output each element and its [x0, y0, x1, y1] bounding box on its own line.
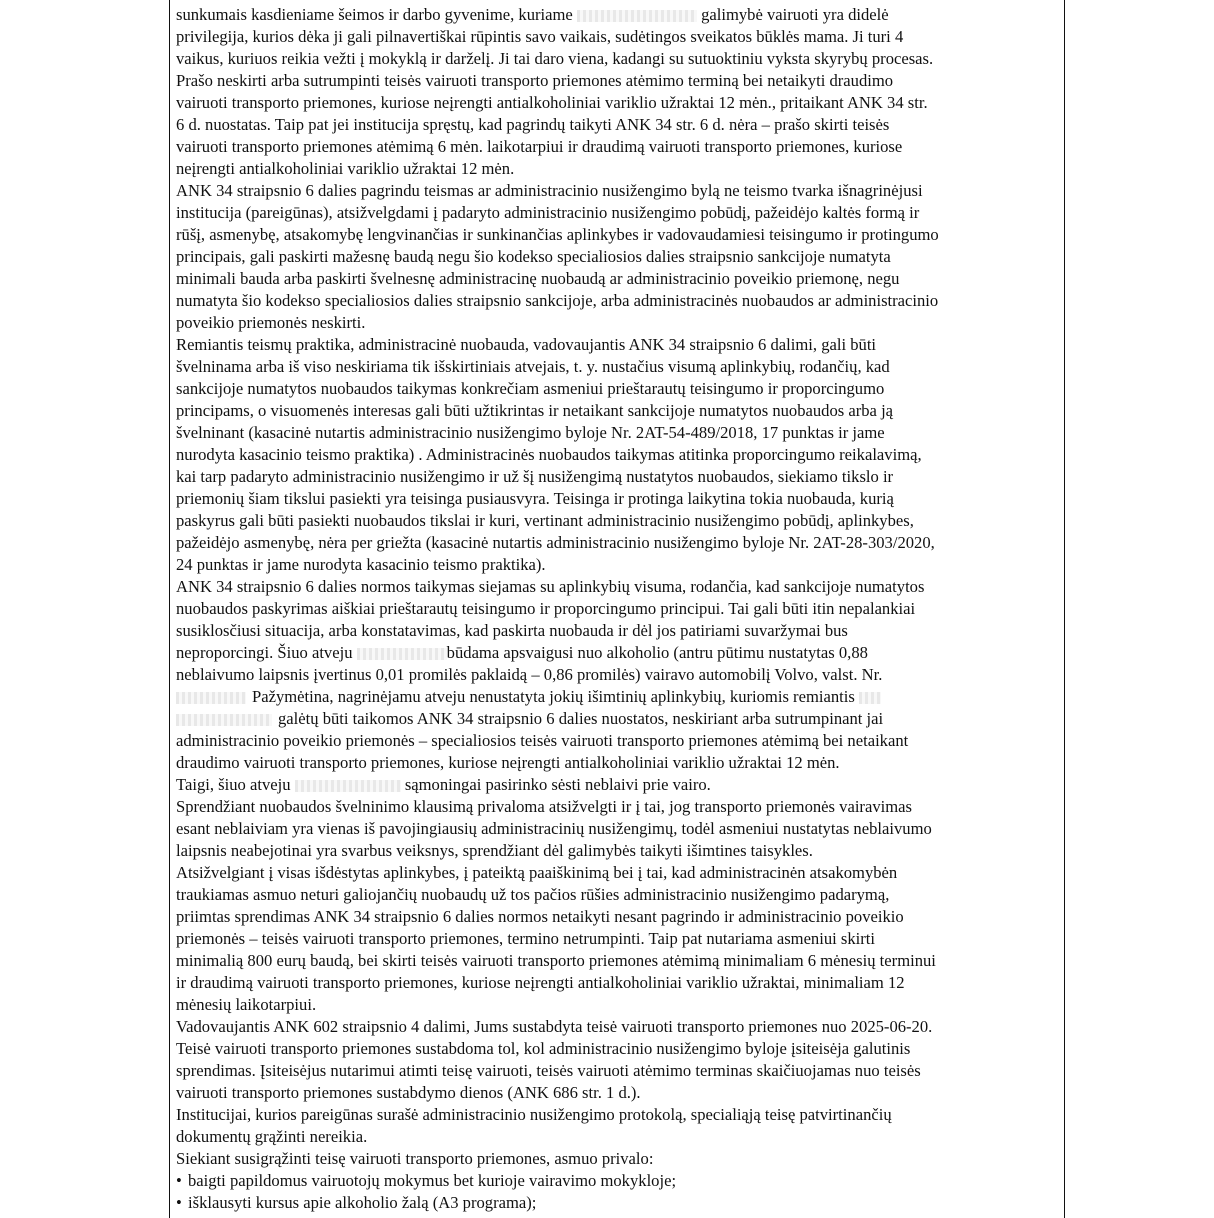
text-line: priemonės – teisės vairuoti transporto priemones, termino netrumpinti. Taip pat nutariama asmeniui skirti	[176, 929, 876, 948]
text-line: principams, o visuomenės interesas gali būti užtikrintas ir netaikant sankcijoje numatytos nuobaudos arba ją	[176, 401, 894, 420]
text-line: nuobaudos paskyrimas aiškiai prieštarautų teisingumo ir proporcingumo principui. Tai gali būti itin nepalankiai	[176, 599, 916, 618]
redacted-name	[295, 780, 401, 792]
text-line: būdama apsvaigusi nuo alkoholio (antru pūtimu nustatytas 0,88	[446, 643, 868, 662]
text-line: susiklosčiusi situacija, arba konstatavimas, kad paskirta nuobauda ir dėl jos patiriami suvaržymai bus	[176, 621, 848, 640]
list-item-text: išklausyti kursus apie alkoholio žalą (A3 programa);	[188, 1193, 537, 1212]
text-line: sprendimas. Įsiteisėjus nutarimui atimti teisę vairuoti, teisės vairuoti atėmimo terminas skaičiuojamas nuo teisės	[176, 1061, 921, 1080]
paragraph-applicant-circumstances	[176, 4, 1062, 180]
bullet-icon: •	[176, 1193, 182, 1212]
text-line: laipsnis neabejotinai yra svarbus veiksnys, sprendžiant dėl galimybės taikyti išimtines taisykles.	[176, 841, 813, 860]
text-line: nurodyta kasacinio teismo praktika) . Administracinės nuobaudos taikymas atitinka proporcingumo reikalavimą,	[176, 445, 922, 464]
text-line: sąmoningai pasirinko sėsti neblaivi prie vairo.	[404, 775, 711, 794]
text-line: Taigi, šiuo atveju	[176, 775, 291, 794]
text-line: sunkumais kasdieniame šeimos ir darbo gyvenime, kuriame	[176, 5, 573, 24]
text-line: 24 punktas ir jame nurodyta kasacinio teismo praktika).	[176, 555, 546, 574]
text-line: ANK 34 straipsnio 6 dalies normos taikymas siejamas su aplinkybių visuma, rodančia, kad sankcijoje numatytos	[176, 577, 925, 596]
paragraph-circumstances-assessment	[176, 576, 1062, 774]
redacted-name	[357, 648, 447, 660]
list-item-text: baigti papildomus vairuotojų mokymus bet kurioje vairavimo mokykloje;	[188, 1171, 677, 1190]
text-line: švelninama arba iš viso neskiriama tik išskirtiniais atvejais, t. y. nustačius visumą aplinkybių, rodančių, kad	[176, 357, 890, 376]
text-line: institucija (pareigūnas), atsižvelgdami į padaryto administracinio nusižengimo pobūdį, pažeidėjo kaltės formą ir	[176, 203, 920, 222]
text-line: minimali bauda arba paskirti švelnesnę administracinę nuobaudą ar administracinio poveikio priemonę, negu	[176, 269, 900, 288]
redacted-plate-number	[176, 692, 246, 704]
text-line: minimalią 800 eurų baudą, bei skirti teisės vairuoti transporto priemones atėmimą minimaliam 6 mėnesių terminui	[176, 951, 936, 970]
redacted-name	[176, 714, 272, 726]
text-line: traukiamas asmuo neturi galiojančių nuobaudų už tos pačios rūšies administracinio nusižengimo padarymą,	[176, 885, 890, 904]
text-line: pažeidėjo asmenybę, nėra per griežta (kasacinė nutartis administracinio nusižengimo byloje Nr. 2AT-28-303/2020,	[176, 533, 935, 552]
paragraph-conclusion-conscious-choice	[176, 774, 1062, 796]
text-line: rūšį, asmenybę, atsakomybę lengvinančias ir sunkinančias aplinkybes ir vadovaudamiesi teisingumo ir protingumo	[176, 225, 939, 244]
requirements-list	[176, 1170, 1062, 1214]
text-line: švelninant (kasacinė nutartis administracinio nusižengimo byloje Nr. 2AT-54-489/2018, 17 punktas ir jame	[176, 423, 885, 442]
paragraph-restoration-requirements	[176, 1148, 1062, 1170]
text-line: ANK 34 straipsnio 6 dalies pagrindu teismas ar administracinio nusižengimo bylą ne teismo tvarka išnagrinėjusi	[176, 181, 923, 200]
text-line: Institucijai, kurios pareigūnas surašė administracinio nusižengimo protokolą, specialiąją teisę patvirtinančių	[176, 1105, 892, 1124]
text-line: galėtų būti taikomos ANK 34 straipsnio 6 dalies nuostatos, neskiriant arba sutrumpinant jai	[278, 709, 884, 728]
list-item	[176, 1170, 1062, 1192]
text-line: vaikus, kuriuos reikia vežti į mokyklą ir darželį. Ji tai daro viena, kadangi su sutuoktiniu vyksta skyrybų procesas.	[176, 49, 934, 68]
text-line: galimybė vairuoti yra didelė	[701, 5, 889, 24]
text-line: administracinio poveikio priemonės – specialiosios teisės vairuoti transporto priemones atėmimą bei netaikant	[176, 731, 909, 750]
text-line: mėnesių laikotarpiui.	[176, 995, 317, 1014]
list-item	[176, 1192, 1062, 1214]
text-line: draudimo vairuoti transporto priemones, kuriose neįrengti antialkoholiniai variklio užraktai 12 mėn.	[176, 753, 840, 772]
text-line: neįrengti antialkoholiniai variklio užraktai 12 mėn.	[176, 159, 515, 178]
text-line: neproporcingi. Šiuo atveju	[176, 643, 353, 662]
text-line: esant neblaiviam yra vienas iš pavojingiausių administracinių nusižengimų, todėl asmeniui nustatytas neblaivumo	[176, 819, 932, 838]
text-line: Sprendžiant nuobaudos švelninimo klausimą privaloma atsižvelgti ir į tai, jog transporto priemonės vairavimas	[176, 797, 912, 816]
text-line: Siekiant susigrąžinti teisę vairuoti transporto priemones, asmuo privalo:	[176, 1149, 654, 1168]
text-line: Vadovaujantis ANK 602 straipsnio 4 dalimi, Jums sustabdyta teisė vairuoti transporto priemones nuo 2025-06-20.	[176, 1017, 933, 1036]
text-line: privilegija, kurios dėka ji gali pilnavertiškai rūpintis savo vaikais, sudėtingos sveikatos būklės mama. Ji turi 4	[176, 27, 904, 46]
text-line: Atsižvelgiant į visas išdėstytas aplinkybes, į pateiktą paaiškinimą bei į tai, kad administracinėn atsakomybėn	[176, 863, 898, 882]
text-line: sankcijoje numatytos nuobaudos taikymas konkrečiam asmeniui prieštarautų teisingumo ir proporcingumo	[176, 379, 885, 398]
paragraph-ank-34-legal-basis	[176, 180, 1062, 334]
text-line: paskyrus gali būti pasiekti nuobaudos tikslai ir kuri, vertinant administracinio nusižengimo pobūdį, aplinkybes,	[176, 511, 914, 530]
paragraph-documents-return	[176, 1104, 1062, 1148]
text-line: numatyta šio kodekso specialiosios dalies straipsnio sankcijoje, arba administracinės nuobaudos ar administracinio	[176, 291, 939, 310]
paragraph-suspension	[176, 1016, 1062, 1104]
text-line: poveikio priemonės neskirti.	[176, 313, 366, 332]
redacted-name	[577, 10, 697, 22]
text-line: neblaivumo laipsnis įvertinus 0,01 promilės paklaidą – 0,86 promilės) vairavo automobilį Volvo, valst. Nr.	[176, 665, 883, 684]
text-line: vairuoti transporto priemones atėmimą 6 mėn. laikotarpiui ir draudimą vairuoti transporto priemones, kuriose	[176, 137, 903, 156]
text-line: kai tarp padaryto administracinio nusižengimo ir už šį nusižengimą nustatytos nuobaudos, siekiamo tikslo ir	[176, 467, 894, 486]
text-line: Prašo neskirti arba sutrumpinti teisės vairuoti transporto priemones atėmimo terminą bei netaikyti draudimo	[176, 71, 894, 90]
text-line: Remiantis teismų praktika, administracinė nuobauda, vadovaujantis ANK 34 straipsnio 6 dalimi, gali būti	[176, 335, 877, 354]
text-line: dokumentų grąžinti nereikia.	[176, 1127, 368, 1146]
document-body	[176, 4, 1062, 1214]
redacted-name	[859, 692, 881, 704]
text-line: Pažymėtina, nagrinėjamu atveju nenustatyta jokių išimtinių aplinkybių, kuriomis remiantis	[252, 687, 855, 706]
text-line: Teisė vairuoti transporto priemones sustabdoma tol, kol administracinio nusižengimo byloje įsiteisėja galutinis	[176, 1039, 911, 1058]
bullet-icon: •	[176, 1171, 182, 1190]
text-line: 6 d. nuostatas. Taip pat jei institucija spręstų, kad pagrindų taikyti ANK 34 str. 6 d. nėra – prašo skirti teisės	[176, 115, 890, 134]
text-line: vairuoti transporto priemones sustabdymo dienos (ANK 686 str. 1 d.).	[176, 1083, 641, 1102]
text-line: principais, gali paskirti mažesnę baudą negu šio kodekso specialiosios dalies straipsnio sankcijoje numatyta	[176, 247, 891, 266]
paragraph-intoxication-severity	[176, 796, 1062, 862]
text-line: vairuoti transporto priemones, kuriose neįrengti antialkoholiniai variklio užraktai 12 mėn., pritaikant ANK 34 str.	[176, 93, 928, 112]
text-line: priemonių šiam tikslui pasiekti yra teisinga pusiausvyra. Teisinga ir protinga laikytina tokia nuobauda, kurią	[176, 489, 894, 508]
paragraph-case-law	[176, 334, 1062, 576]
paragraph-decision	[176, 862, 1062, 1016]
text-line: priimtas sprendimas ANK 34 straipsnio 6 dalies normos netaikyti nesant pagrindo ir administracinio poveikio	[176, 907, 904, 926]
text-line: ir draudimą vairuoti transporto priemones, kuriose neįrengti antialkoholiniai variklio užraktai, minimaliam 12	[176, 973, 905, 992]
